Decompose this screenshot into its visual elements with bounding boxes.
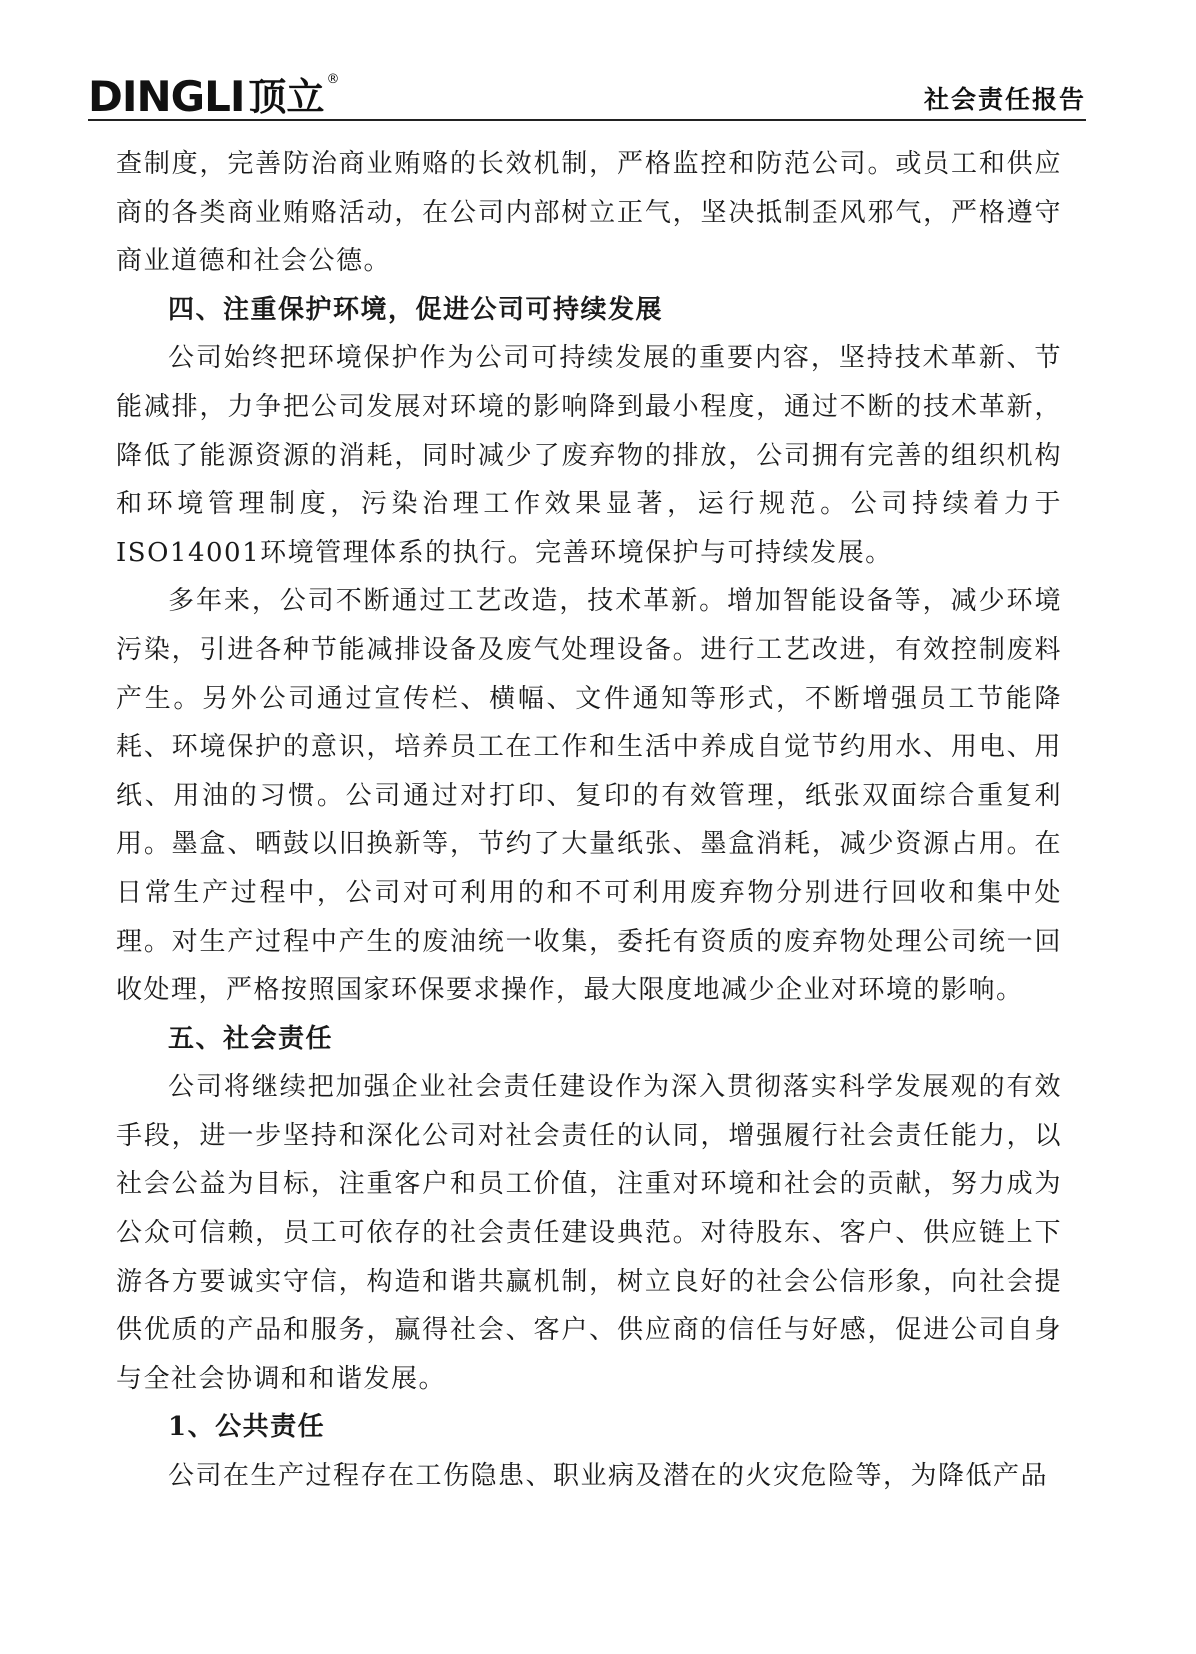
- document-body: [116, 140, 1062, 1501]
- section-heading-social-responsibility: 五、社会责任: [168, 1023, 334, 1054]
- company-logo: [88, 70, 340, 120]
- logo-chinese-text: 顶立: [248, 75, 325, 119]
- paragraph-environment-measures: 多年来，公司不断通过工艺改造，技术革新。增加智能设备等，减少环境污染，引进各种节能减排设备及废气处理设备。进行工艺改进，有效控制废料产生。另外公司通过宣传栏、横幅、文件通知等形式，不断增强员工节能降耗、环境保护的意识，培养员工在工作和生活中养成自觉节约用水、用电、用纸、用油的习惯。公司通过对打印、复印的有效管理，纸张双面综合重复利用。墨盒、晒鼓以旧换新等，节约了大量纸张、墨盒消耗，减少资源占用。在日常生产过程中，公司对可利用的和不可利用废弃物分别进行回收和集中处理。对生产过程中产生的废油统一收集，委托有资质的废弃物处理公司统一回收处理，严格按照国家环保要求操作，最大限度地减少企业对环境的影响。: [116, 586, 1062, 1006]
- section-heading-environment: 四、注重保护环境，促进公司可持续发展: [168, 294, 664, 325]
- subsection-heading-public-responsibility: 1、公共责任: [168, 1412, 326, 1443]
- logo-latin-text: DINGLI: [88, 72, 245, 121]
- page-header: [88, 70, 1086, 120]
- paragraph-public-responsibility: 公司在生产过程存在工伤隐患、职业病及潜在的火灾危险等，为降低产品: [168, 1461, 1049, 1492]
- paragraph-continuation: 查制度，完善防治商业贿赂的长效机制，严格监控和防范公司。或员工和供应商的各类商业贿赂活动，在公司内部树立正气，坚决抵制歪风邪气，严格遵守商业道德和社会公德。: [116, 149, 1062, 277]
- paragraph-social-responsibility: 公司将继续把加强企业社会责任建设作为深入贯彻落实科学发展观的有效手段，进一步坚持和深化公司对社会责任的认同，增强履行社会责任能力，以社会公益为目标，注重客户和员工价值，注重对环境和社会的贡献，努力成为公众可信赖，员工可依存的社会责任建设典范。对待股东、客户、供应链上下游各方要诚实守信，构造和谐共赢机制，树立良好的社会公信形象，向社会提供优质的产品和服务，赢得社会、客户、供应商的信任与好感，促进公司自身与全社会协调和和谐发展。: [116, 1072, 1062, 1394]
- registered-mark: ®: [326, 72, 340, 87]
- report-title: 社会责任报告: [923, 85, 1086, 114]
- header-divider: [88, 119, 1086, 121]
- paragraph-environment-policy: 公司始终把环境保护作为公司可持续发展的重要内容，坚持技术革新、节能减排，力争把公司发展对环境的影响降到最小程度，通过不断的技术革新，降低了能源资源的消耗，同时减少了废弃物的排放，公司拥有完善的组织机构和环境管理制度，污染治理工作效果显著，运行规范。公司持续着力于ISO14001环境管理体系的执行。完善环境保护与可持续发展。: [116, 343, 1062, 568]
